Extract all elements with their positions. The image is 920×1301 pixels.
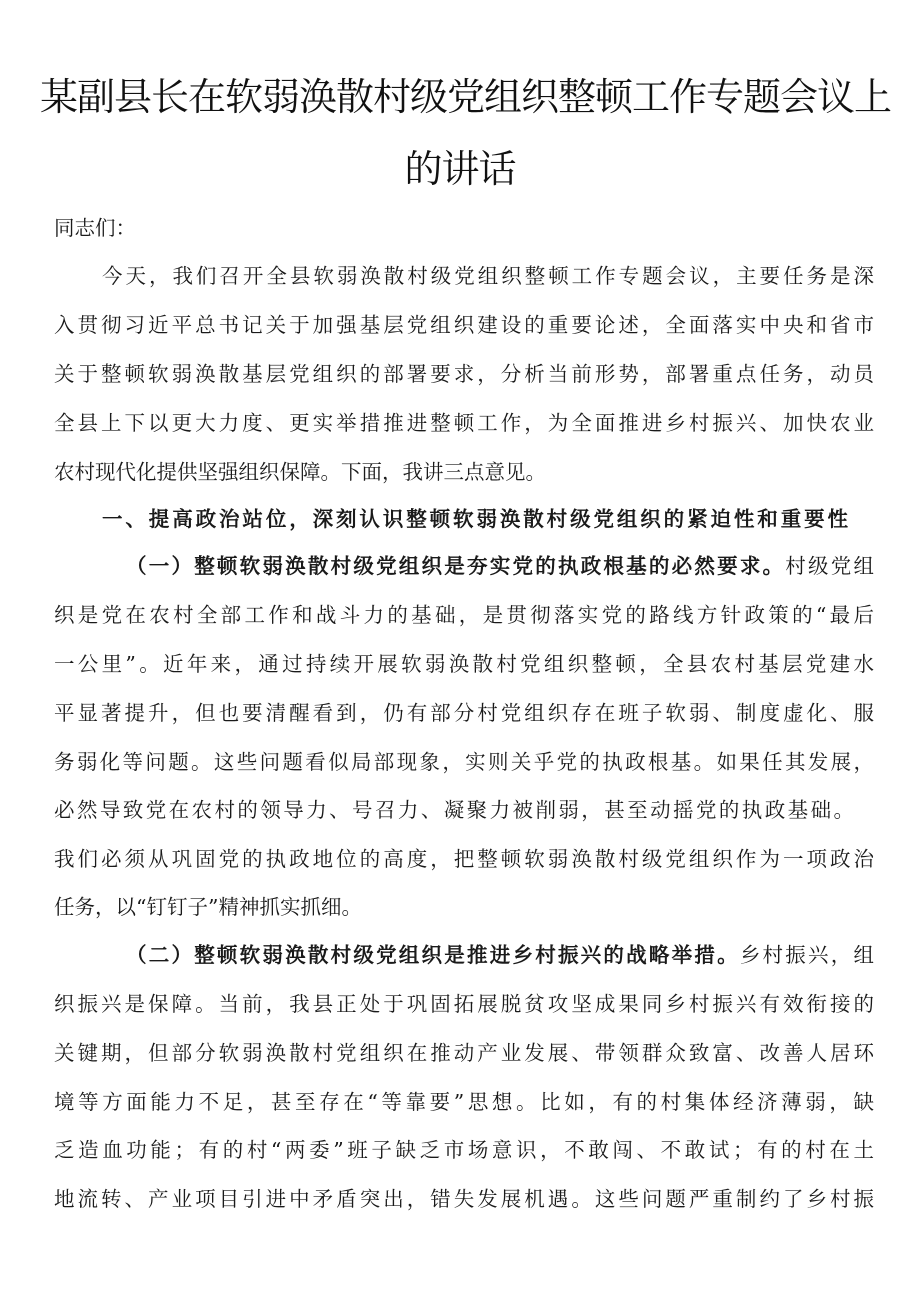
subsection-1-line: 务弱化等问题。这些问题看似局部现象，实则关乎党的执政根基。如果任其发展， xyxy=(54,750,874,774)
subsection-1-heading: （一）整顿软弱涣散村级党组织是夯实党的执政根基的必然要求。 xyxy=(126,554,786,578)
subsection-1-first-line xyxy=(126,556,874,577)
subsection-2-line: 地流转、产业项目引进中矛盾突出，错失发展机遇。这些问题严重制约了乡村振 xyxy=(54,1187,874,1211)
subsection-2-text: 乡村振兴，组 xyxy=(739,943,874,967)
intro-paragraph-line: 全县上下以更大力度、更实举措推进整顿工作，为全面推进乡村振兴、加快农业 xyxy=(54,411,874,435)
subsection-2-line: 乏造血功能；有的村“两委”班子缺乏市场意识，不敢闯、不敢试；有的村在土 xyxy=(54,1138,874,1162)
subsection-1-text: 村级党组 xyxy=(785,554,874,578)
intro-paragraph-line: 关于整顿软弱涣散基层党组织的部署要求，分析当前形势，部署重点任务，动员 xyxy=(54,362,874,386)
intro-paragraph-line: 今天，我们召开全县软弱涣散村级党组织整顿工作专题会议，主要任务是深 xyxy=(102,264,874,288)
document-title-line-2: 的讲话 xyxy=(404,147,516,191)
subsection-1-line: 必然导致党在农村的领导力、号召力、凝聚力被削弱，甚至动摇党的执政基础。 xyxy=(54,798,854,822)
document-title-line-1: 某副县长在软弱涣散村级党组织整顿工作专题会议上 xyxy=(40,75,892,119)
salutation: 同志们： xyxy=(54,216,136,240)
subsection-2-line: 织振兴是保障。当前，我县正处于巩固拓展脱贫攻坚成果同乡村振兴有效衔接的 xyxy=(54,992,874,1016)
subsection-2-heading: （二）整顿软弱涣散村级党组织是推进乡村振兴的战略举措。 xyxy=(126,943,740,967)
intro-paragraph-line: 农村现代化提供坚强组织保障。下面，我讲三点意见。 xyxy=(54,460,546,484)
subsection-1-line: 任务，以“钉钉子”精神抓实抓细。 xyxy=(54,895,362,919)
subsection-2-line: 关键期，但部分软弱涣散村党组织在推动产业发展、带领群众致富、改善人居环 xyxy=(54,1041,874,1065)
subsection-1-line: 一公里”。近年来，通过持续开展软弱涣散村党组织整顿，全县农村基层党建水 xyxy=(54,652,874,676)
subsection-1-line: 织是党在农村全部工作和战斗力的基础，是贯彻落实党的路线方针政策的“最后 xyxy=(54,603,874,627)
section-1-heading: 一、提高政治站位，深刻认识整顿软弱涣散村级党组织的紧迫性和重要性 xyxy=(102,507,848,531)
subsection-2-first-line xyxy=(126,945,874,966)
subsection-1-line: 我们必须从巩固党的执政地位的高度，把整顿软弱涣散村级党组织作为一项政治 xyxy=(54,847,874,871)
subsection-1-line: 平显著提升，但也要清醒看到，仍有部分村党组织存在班子软弱、制度虚化、服 xyxy=(54,701,874,725)
subsection-2-line: 境等方面能力不足，甚至存在“等靠要”思想。比如，有的村集体经济薄弱，缺 xyxy=(54,1090,874,1114)
intro-paragraph-line: 入贯彻习近平总书记关于加强基层党组织建设的重要论述，全面落实中央和省市 xyxy=(54,313,874,337)
